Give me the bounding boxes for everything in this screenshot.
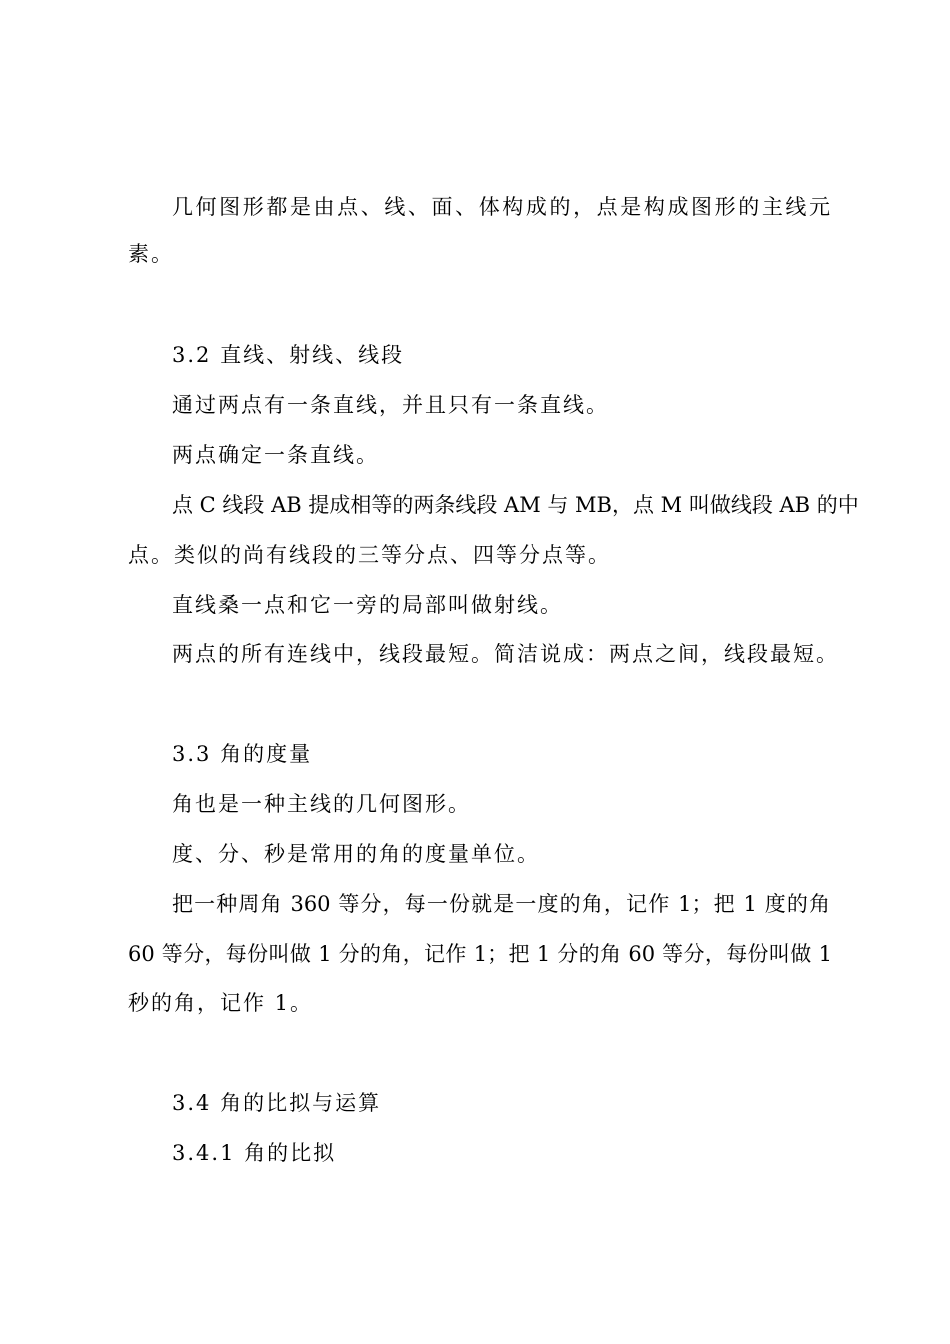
paragraph-line: 素。 [128,242,174,266]
paragraph-line: 通过两点有一条直线，并且只有一条直线。 [172,393,609,417]
paragraph-line: 角也是一种主线的几何图形。 [172,792,471,816]
paragraph-line: 几何图形都是由点、线、面、体构成的，点是构成图形的主线元 [172,195,830,219]
section-heading-3-4: 3.4 角的比拟与运算 [172,1091,382,1115]
paragraph-line: 秒的角，记作 1。 [128,991,314,1015]
paragraph-line: 点 C 线段 AB 提成相等的两条线段 AM 与 MB，点 M 叫做线段 AB 的中 [172,493,859,517]
section-heading-3-3: 3.3 角的度量 [172,742,313,766]
section-heading-3-4-1: 3.4.1 角的比拟 [172,1141,337,1165]
paragraph-line: 两点确定一条直线。 [172,443,379,467]
paragraph-line: 把一种周角 360 等分，每一份就是一度的角，记作 1；把 1 度的角 [172,892,830,916]
paragraph-line: 两点的所有连线中，线段最短。简洁说成：两点之间，线段最短。 [172,642,839,666]
section-heading-3-2: 3.2 直线、射线、线段 [172,343,405,367]
paragraph-line: 60 等分，每份叫做 1 分的角，记作 1；把 1 分的角 60 等分，每份叫做 1 [128,942,832,966]
paragraph-line: 度、分、秒是常用的角的度量单位。 [172,842,540,866]
paragraph-line: 点。类似的尚有线段的三等分点、四等分点等。 [128,543,611,567]
paragraph-line: 直线桑一点和它一旁的局部叫做射线。 [172,593,563,617]
